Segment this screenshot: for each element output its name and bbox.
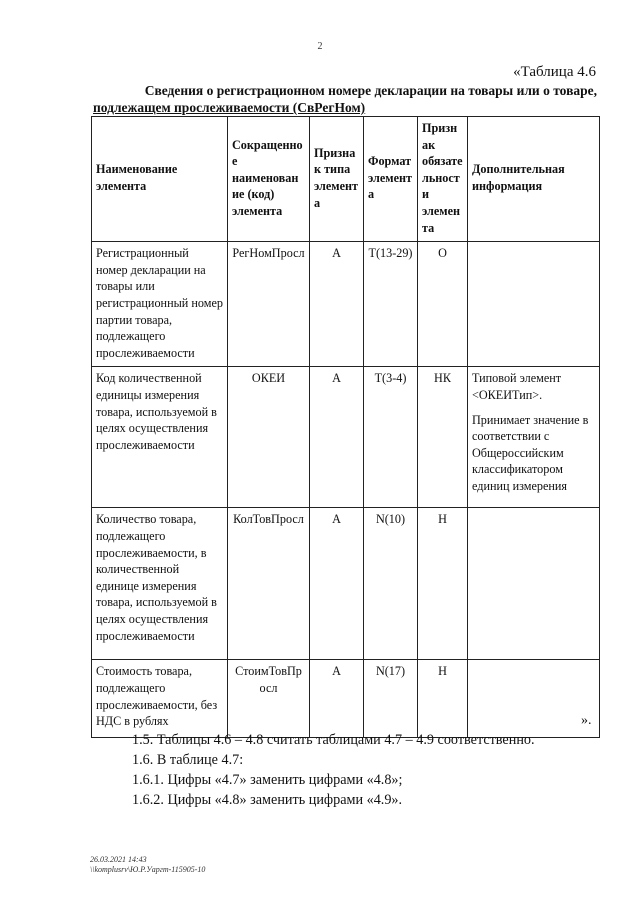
print-stamp [90, 855, 205, 875]
stamp-path: \\komplusrv\Ю.Р.Уаргт-115905-10 [90, 865, 206, 874]
cell-required: Н [418, 508, 468, 660]
closing-quote: ». [581, 713, 592, 728]
info-paragraph: Принимает значение в соответствии с Общероссийским классификатором единиц измерения [472, 412, 589, 493]
header-name: Наименование элемента [92, 117, 228, 242]
amendment-item: 1.5. Таблицы 4.6 – 4.8 считать таблицами 4.7 – 4.9 соответственно. [132, 732, 535, 748]
stamp-date: 26.03.2021 14:43 [90, 855, 147, 864]
info-paragraph: Типовой элемент <ОКЕИТип>. [472, 371, 562, 402]
table-row [92, 660, 600, 738]
cell-info [468, 367, 600, 508]
header-type: Признак типа элемента [310, 117, 364, 242]
cell-format: T(13-29) [364, 242, 418, 367]
cell-name: Код количественной единицы измерения товара, используемой в целях осуществления прослеживаемости [92, 367, 228, 508]
cell-name: Стоимость товара, подлежащего прослеживаемости, без НДС в рублях [92, 660, 228, 738]
header-required: Признак обязательности элемента [418, 117, 468, 242]
table-title-line2: подлежащем прослеживаемости (СвРегНом) [93, 100, 366, 115]
table-title [93, 82, 597, 116]
cell-type: А [310, 660, 364, 738]
cell-required: НК [418, 367, 468, 508]
cell-type: А [310, 367, 364, 508]
cell-short: КолТовПросл [228, 508, 310, 660]
cell-short: СтоимТовПросл [228, 660, 310, 738]
amendment-items [132, 730, 535, 810]
cell-format: N(10) [364, 508, 418, 660]
table-row [92, 367, 600, 508]
cell-short: РегНомПросл [228, 242, 310, 367]
header-short: Сокращенное наименование (код) элемента [228, 117, 310, 242]
cell-format: N(17) [364, 660, 418, 738]
cell-info [468, 508, 600, 660]
amendment-item: 1.6.1. Цифры «4.7» заменить цифрами «4.8»; [132, 772, 403, 788]
header-info: Дополнительная информация [468, 117, 600, 242]
table-label: «Таблица 4.6 [513, 64, 596, 80]
cell-info [468, 242, 600, 367]
table-title-line1: Сведения о регистрационном номере декларации на товары или о товаре, [144, 83, 597, 98]
cell-type: А [310, 508, 364, 660]
amendment-item: 1.6.2. Цифры «4.8» заменить цифрами «4.9». [132, 792, 403, 808]
cell-short: ОКЕИ [228, 367, 310, 508]
table-header-row [92, 117, 600, 242]
declaration-table [91, 116, 600, 738]
amendment-item: 1.6. В таблице 4.7: [132, 752, 244, 768]
cell-required: Н [418, 660, 468, 738]
cell-format: T(3-4) [364, 367, 418, 508]
page-number: 2 [317, 41, 323, 52]
table-row [92, 242, 600, 367]
table-row [92, 508, 600, 660]
cell-required: О [418, 242, 468, 367]
header-format: Формат элемента [364, 117, 418, 242]
cell-info [468, 660, 600, 738]
cell-name: Регистрационный номер декларации на товары или регистрационный номер партии товара, подлежащего прослеживаемости [92, 242, 228, 367]
cell-name: Количество товара, подлежащего прослеживаемости, в количественной единице измерения товара, используемой в целях осуществления прослеживаемости [92, 508, 228, 660]
cell-type: А [310, 242, 364, 367]
